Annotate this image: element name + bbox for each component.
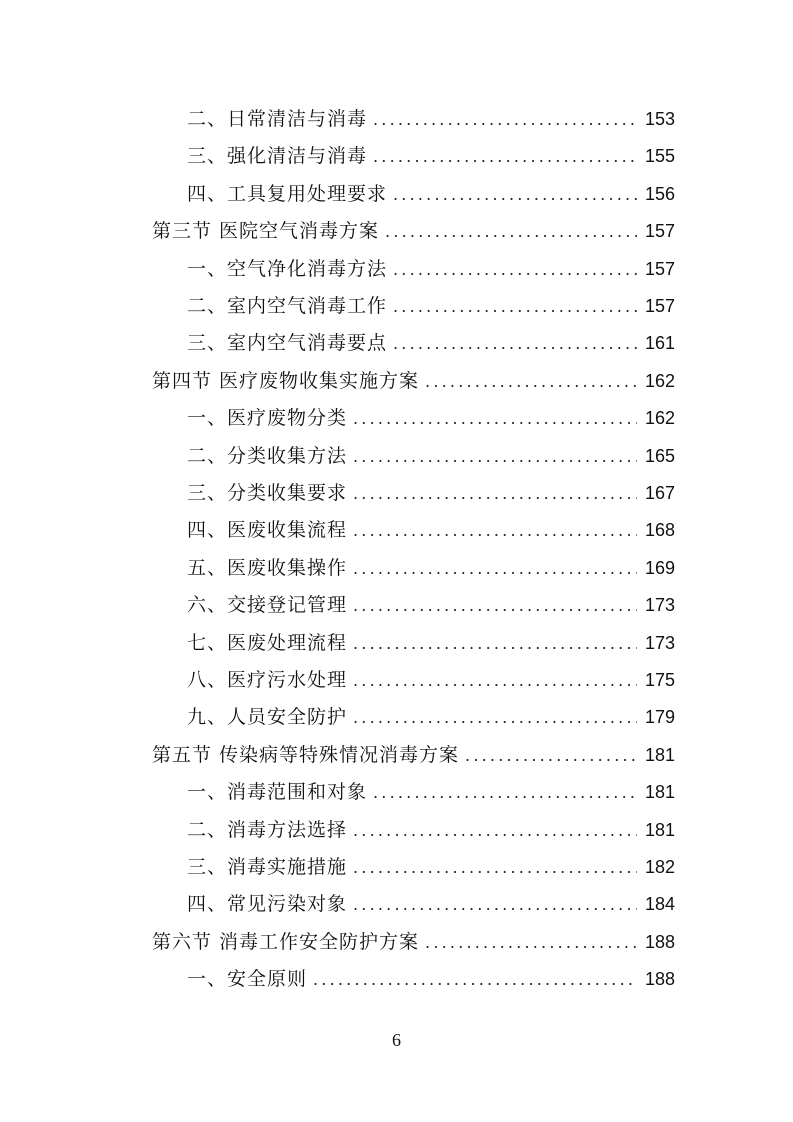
toc-entry-title: 四、常见污染对象 xyxy=(187,893,348,916)
toc-section-entry xyxy=(152,737,675,774)
toc-entry-page: 162 xyxy=(644,408,675,429)
toc-entry xyxy=(187,101,675,138)
toc-entry-title: 二、室内空气消毒工作 xyxy=(187,295,388,317)
toc-entry-title: 三、室内空气消毒要点 xyxy=(187,332,388,355)
toc-dot-leader xyxy=(353,812,637,849)
toc-entry xyxy=(187,774,675,811)
toc-dot-leader xyxy=(353,400,637,437)
toc-dot-leader xyxy=(353,512,637,549)
toc-entry-title: 六、交接登记管理 xyxy=(187,594,348,617)
toc-entry xyxy=(187,961,675,998)
toc-entry-page: 156 xyxy=(644,183,675,204)
toc-entry-title: 第四节 医疗废物收集实施方案 xyxy=(152,369,420,392)
toc-entry-page: 168 xyxy=(644,520,675,541)
toc-entry-title: 第五节 传染病等特殊情况消毒方案 xyxy=(152,743,460,766)
toc-entry-title: 七、医废处理流程 xyxy=(187,631,348,654)
toc-entry-page: 179 xyxy=(644,707,675,728)
toc-entry-title: 五、医废收集操作 xyxy=(187,556,348,579)
toc-entry xyxy=(187,812,675,849)
toc-entry xyxy=(187,662,675,699)
toc-entry-page: 181 xyxy=(644,782,675,803)
toc-entry-title: 一、医疗废物分类 xyxy=(187,407,348,430)
toc-entry xyxy=(187,176,675,213)
toc-entry-title: 三、强化清洁与消毒 xyxy=(187,145,368,168)
toc-entry-title: 八、医疗污水处理 xyxy=(187,669,348,691)
toc-entry-page: 181 xyxy=(644,744,675,765)
toc-entry-page: 188 xyxy=(644,931,675,952)
toc-dot-leader xyxy=(393,288,637,325)
toc-dot-leader xyxy=(353,625,637,662)
toc-entry xyxy=(187,288,675,325)
toc-entry xyxy=(187,886,675,923)
toc-entry-title: 一、空气净化消毒方法 xyxy=(187,257,388,280)
toc-entry-page: 161 xyxy=(644,333,675,354)
toc-dot-leader xyxy=(465,737,637,774)
toc-entry-title: 四、工具复用处理要求 xyxy=(187,182,388,205)
toc-section-entry xyxy=(152,363,675,400)
toc-entry-page: 157 xyxy=(644,221,675,242)
toc-entry xyxy=(187,138,675,175)
toc-entry xyxy=(187,699,675,736)
toc-entry-page: 167 xyxy=(644,483,675,503)
toc-entry-title: 第三节 医院空气消毒方案 xyxy=(152,220,380,243)
toc-entry xyxy=(187,550,675,587)
toc-entry xyxy=(187,475,675,512)
toc-dot-leader xyxy=(385,213,637,250)
toc-entry-title: 一、消毒范围和对象 xyxy=(187,781,368,804)
toc-entry-page: 153 xyxy=(644,109,675,129)
toc-entry-page: 173 xyxy=(644,632,675,653)
toc-entry xyxy=(187,400,675,437)
toc-dot-leader xyxy=(353,886,637,923)
toc-dot-leader xyxy=(353,849,637,886)
toc-dot-leader xyxy=(353,662,637,699)
toc-entry xyxy=(187,849,675,886)
toc-dot-leader xyxy=(393,251,637,288)
toc-entry xyxy=(187,325,675,362)
toc-section-entry xyxy=(152,924,675,961)
toc-entry-page: 157 xyxy=(644,258,675,279)
toc-entry-title: 第六节 消毒工作安全防护方案 xyxy=(152,930,420,953)
toc-section-entry xyxy=(152,213,675,250)
toc-entry-title: 二、消毒方法选择 xyxy=(187,818,348,841)
toc-dot-leader xyxy=(353,550,637,587)
toc-entry-page: 181 xyxy=(644,819,675,840)
toc-dot-leader xyxy=(425,363,637,400)
toc-entry-title: 九、人员安全防护 xyxy=(187,706,348,729)
toc-entry-page: 155 xyxy=(644,146,675,167)
toc-entry xyxy=(187,251,675,288)
toc-entry-title: 四、医废收集流程 xyxy=(187,519,348,542)
toc-entry xyxy=(187,587,675,624)
toc-entry-page: 169 xyxy=(644,557,675,578)
toc-dot-leader xyxy=(425,924,637,961)
toc-entry-page: 165 xyxy=(644,445,675,466)
toc-entry-page: 162 xyxy=(644,370,675,391)
page-number: 6 xyxy=(392,1030,401,1050)
toc-entry-title: 三、消毒实施措施 xyxy=(187,856,348,878)
toc-dot-leader xyxy=(353,699,637,736)
toc-entry xyxy=(187,438,675,475)
toc-dot-leader xyxy=(353,438,637,475)
toc-entry-page: 182 xyxy=(644,857,675,877)
toc-dot-leader xyxy=(353,587,637,624)
toc-entry-page: 188 xyxy=(644,969,675,990)
toc-dot-leader xyxy=(393,176,637,213)
toc-entry-title: 二、日常清洁与消毒 xyxy=(187,108,368,130)
toc-entry-page: 184 xyxy=(644,894,675,915)
toc-dot-leader xyxy=(373,101,637,138)
toc-dot-leader xyxy=(353,475,637,512)
toc-entry-page: 175 xyxy=(644,670,675,690)
toc-entry-page: 157 xyxy=(644,296,675,316)
toc-entry-title: 一、安全原则 xyxy=(187,968,308,991)
toc-dot-leader xyxy=(313,961,637,998)
toc-entry xyxy=(187,625,675,662)
toc-dot-leader xyxy=(373,138,637,175)
toc-entry-title: 三、分类收集要求 xyxy=(187,482,348,504)
toc-entry-page: 173 xyxy=(644,595,675,616)
toc-dot-leader xyxy=(393,325,637,362)
toc-entry-title: 二、分类收集方法 xyxy=(187,444,348,467)
toc-dot-leader xyxy=(373,774,637,811)
toc-entry xyxy=(187,512,675,549)
